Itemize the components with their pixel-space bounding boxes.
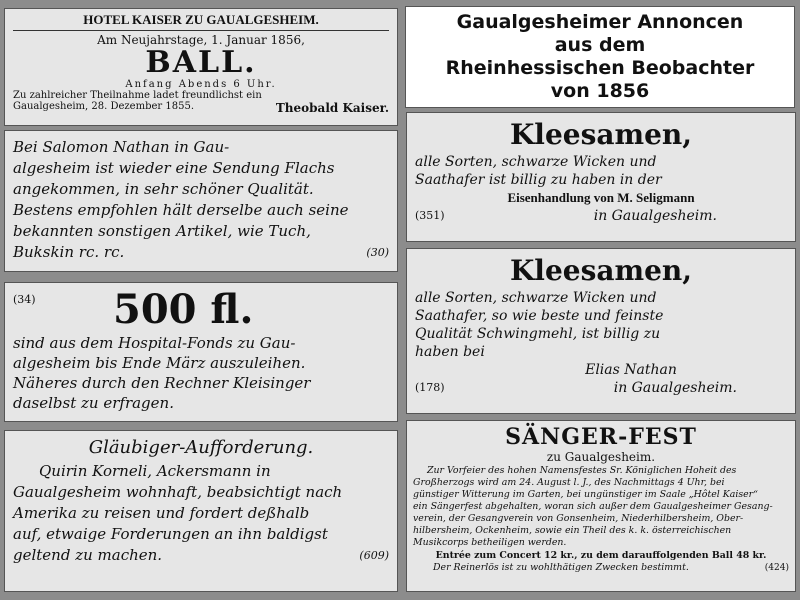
ad-klee1-title: Kleesamen, (509, 118, 693, 151)
ad-glaeubiger-line-2: Gaualgesheim wohnhaft, beabsichtigt nach (13, 483, 343, 501)
ad-glaeubiger-line-1: Quirin Korneli, Ackersmann in (39, 462, 271, 480)
ad-saenger-number: (424) (764, 563, 789, 573)
ad-kleesamen-seligmann (406, 112, 796, 242)
ad-hotel-place-date: Gaualgesheim, 28. Dezember 1855. (13, 101, 194, 112)
ad-saenger-line-5: verein, der Gesangverein von Gonsenheim, Niederhilbersheim, Ober- (413, 513, 744, 524)
ad-saenger-line-6: hilbersheim, Ockenheim, sowie ein Theil des k. k. österreichischen (413, 525, 732, 536)
ad-saenger-line-1: Zur Vorfeier des hohen Namensfestes Sr. Königlichen Hoheit des (427, 465, 737, 476)
ad-hotel-ball: BALL. (145, 45, 257, 80)
ad-klee2-name: Elias Nathan (585, 362, 677, 378)
ad-klee2-title: Kleesamen, (509, 254, 693, 287)
ad-500-number: (34) (13, 293, 36, 306)
ad-saenger-line-4: ein Sängerfest abgehalten, woran sich außer dem Gaualgesheimer Gesang- (413, 501, 773, 512)
ad-kleesamen-nathan (406, 248, 796, 414)
ad-glaeubiger-line-4: auf, etwaige Forderungen an ihn baldigst (13, 525, 328, 543)
ad-klee2-place: in Gaualgesheim. (613, 380, 737, 396)
ad-klee2-line-1: alle Sorten, schwarze Wicken und (415, 290, 657, 306)
ad-glaeubiger (4, 430, 398, 592)
title-line-2: aus dem (554, 34, 646, 56)
ad-flachs-line-2: algesheim ist wieder eine Sendung Flachs (13, 159, 335, 177)
ad-glaeubiger-line-5: geltend zu machen. (13, 546, 163, 564)
ad-saenger-purpose: Der Reinerlös ist zu wohlthätigen Zwecken bestimmt. (433, 562, 689, 573)
ad-klee2-line-3: Qualität Schwingmehl, ist billig zu (415, 326, 661, 342)
ad-saengerfest (406, 420, 796, 592)
ad-hotel-invite: Zu zahlreicher Theilnahme ladet freundlichst ein (13, 90, 262, 101)
ad-klee1-line-1: alle Sorten, schwarze Wicken und (415, 154, 657, 170)
ad-saenger-title: SÄNGER-FEST (505, 424, 697, 450)
ad-500-line-4: daselbst zu erfragen. (13, 394, 174, 412)
ad-saenger-line-2: Großherzogs wird am 24. August l. J., des Nachmittags 4 Uhr, bei (413, 477, 725, 488)
ad-klee1-shop: Eisenhandlung von M. Seligmann (507, 190, 695, 205)
ad-hotel-header: HOTEL KAISER ZU GAUALGESHEIM. (13, 12, 389, 31)
ad-flachs-line-3: angekommen, in sehr schöner Qualität. (13, 180, 314, 198)
ad-500-line-1: sind aus dem Hospital-Fonds zu Gau- (13, 334, 296, 352)
ad-hotel-date: Am Neujahrstage, 1. Januar 1856, (97, 33, 305, 47)
ad-500-fl (4, 282, 398, 422)
ad-glaeubiger-line-3: Amerika zu reisen und fordert deßhalb (13, 504, 310, 522)
ad-500-line-3: Näheres durch den Rechner Kleisinger (13, 374, 311, 392)
collage-title (405, 6, 795, 108)
ad-saenger-sub: zu Gaualgesheim. (546, 450, 656, 464)
ad-saenger-line-3: günstiger Witterung im Garten, bei ungünstiger im Saale „Hôtel Kaiser“ (413, 489, 758, 500)
ad-flachs-line-1: Bei Salomon Nathan in Gau- (13, 138, 230, 156)
ad-500-amount: 500 fl. (113, 286, 254, 333)
ad-500-line-2: algesheim bis Ende März auszuleihen. (13, 354, 306, 372)
ad-klee1-place: in Gaualgesheim. (593, 208, 717, 224)
title-line-3: Rheinhessischen Beobachter (445, 57, 755, 79)
title-line-1: Gaualgesheimer Annoncen (456, 11, 744, 33)
ad-flachs-number: (30) (366, 246, 389, 259)
ad-klee2-number: (178) (415, 381, 445, 394)
ad-flachs-line-6: Bukskin rc. rc. (13, 243, 125, 261)
ad-glaeubiger-title: Gläubiger-Aufforderung. (88, 437, 314, 458)
ad-klee1-number: (351) (415, 209, 445, 222)
ad-hotel-signature: Theobald Kaiser. (275, 101, 389, 115)
ad-klee1-line-2: Saathafer ist billig zu haben in der (415, 172, 662, 188)
ad-saenger-entry: Entrée zum Concert 12 kr., zu dem darauffolgenden Ball 48 kr. (435, 550, 767, 561)
ad-glaeubiger-number: (609) (359, 549, 389, 562)
ad-hotel-start: Anfang Abends 6 Uhr. (125, 79, 277, 90)
ad-saenger-line-7: Musikcorps betheiligen werden. (413, 537, 567, 548)
ad-hotel-kaiser (4, 8, 398, 126)
ad-flachs-line-5: bekannten sonstigen Artikel, wie Tuch, (13, 222, 311, 240)
title-line-4: von 1856 (550, 80, 650, 102)
ad-klee2-line-2: Saathafer, so wie beste und feinste (415, 308, 664, 324)
ad-klee2-line-4: haben bei (415, 344, 485, 360)
ad-flachs (4, 130, 398, 272)
ad-flachs-line-4: Bestens empfohlen hält derselbe auch seine (13, 201, 349, 219)
